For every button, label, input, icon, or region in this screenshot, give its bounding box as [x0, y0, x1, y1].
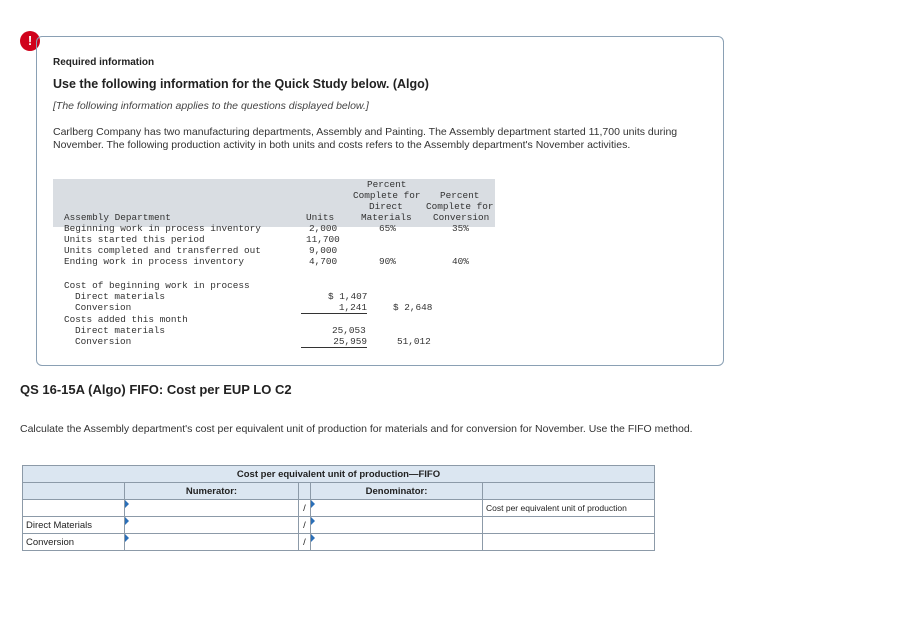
add-cc-label: Conversion	[75, 336, 132, 347]
row-units: 9,000	[309, 245, 338, 256]
divide-sign: /	[299, 500, 311, 517]
add-total: 51,012	[397, 336, 431, 347]
calc-table-title: Cost per equivalent unit of production—FIFO	[23, 466, 655, 483]
row-dm: 90%	[379, 256, 396, 267]
add-cc-value: 25,959	[301, 336, 367, 348]
cc-numerator-input[interactable]	[125, 534, 299, 551]
row-label: Beginning work in process inventory	[64, 223, 261, 234]
alert-icon: !	[20, 31, 40, 51]
beg-cc-value: 1,241	[301, 302, 367, 314]
dm-denominator-input[interactable]	[311, 517, 483, 534]
conversion-label: Conversion	[23, 534, 125, 551]
header-blank	[483, 483, 655, 500]
add-dm-label: Direct materials	[75, 325, 166, 336]
row-label: Units completed and transferred out	[64, 245, 261, 256]
row-label: Ending work in process inventory	[64, 256, 245, 267]
row-units: 2,000	[309, 223, 338, 234]
applies-note: [The following information applies to the questions displayed below.]	[53, 100, 369, 112]
divide-sign: /	[299, 517, 311, 534]
header-blank	[299, 483, 311, 500]
beg-dm-label: Direct materials	[75, 291, 166, 302]
denominator-header: Denominator:	[311, 483, 483, 500]
direct-materials-label: Direct Materials	[23, 517, 125, 534]
header-cc-1: Percent	[440, 190, 480, 201]
divide-sign: /	[299, 534, 311, 551]
result-header: Cost per equivalent unit of production	[483, 500, 655, 517]
header-cc-2: Complete for	[426, 201, 494, 212]
question-instructions: Calculate the Assembly department's cost per equivalent unit of production for materials and for conversion for November. Use the FIFO method.	[20, 423, 693, 435]
numerator-input[interactable]	[125, 500, 299, 517]
cc-denominator-input[interactable]	[311, 534, 483, 551]
dm-numerator-input[interactable]	[125, 517, 299, 534]
header-dept: Assembly Department	[64, 212, 171, 223]
numerator-header: Numerator:	[125, 483, 299, 500]
beg-cost-label: Cost of beginning work in process	[64, 280, 250, 291]
row-dm: 65%	[379, 223, 396, 234]
beg-cc-label: Conversion	[75, 302, 132, 313]
calc-table	[22, 465, 655, 551]
header-dm-2: Complete for	[353, 190, 421, 201]
row-label-blank	[23, 500, 125, 517]
header-units: Units	[306, 212, 335, 223]
beg-total: $ 2,648	[393, 302, 433, 313]
header-cc-3: Conversion	[433, 212, 490, 223]
question-title: QS 16-15A (Algo) FIFO: Cost per EUP LO C2	[20, 382, 292, 397]
header-blank	[23, 483, 125, 500]
intro-text: Carlberg Company has two manufacturing departments, Assembly and Painting. The Assembly department started 11,700 units during November. The following production activity in both units and costs refers to the Assembly department's November activities.	[53, 126, 678, 151]
cc-result-input[interactable]	[483, 534, 655, 551]
required-information-panel	[36, 36, 724, 366]
beg-dm-value: $ 1,407	[328, 291, 368, 302]
dm-result-input[interactable]	[483, 517, 655, 534]
header-dm-1: Percent	[367, 179, 407, 190]
required-information-label: Required information	[53, 57, 155, 68]
header-dm-4: Materials	[361, 212, 412, 223]
row-units: 4,700	[309, 256, 338, 267]
production-data-table	[53, 179, 495, 355]
row-cc: 35%	[452, 223, 469, 234]
add-dm-value: 25,053	[332, 325, 366, 336]
row-label: Units started this period	[64, 234, 205, 245]
info-title: Use the following information for the Quick Study below. (Algo)	[53, 77, 429, 91]
denominator-input[interactable]	[311, 500, 483, 517]
row-cc: 40%	[452, 256, 469, 267]
row-units: 11,700	[306, 234, 340, 245]
header-dm-3: Direct	[369, 201, 403, 212]
added-label: Costs added this month	[64, 314, 188, 325]
